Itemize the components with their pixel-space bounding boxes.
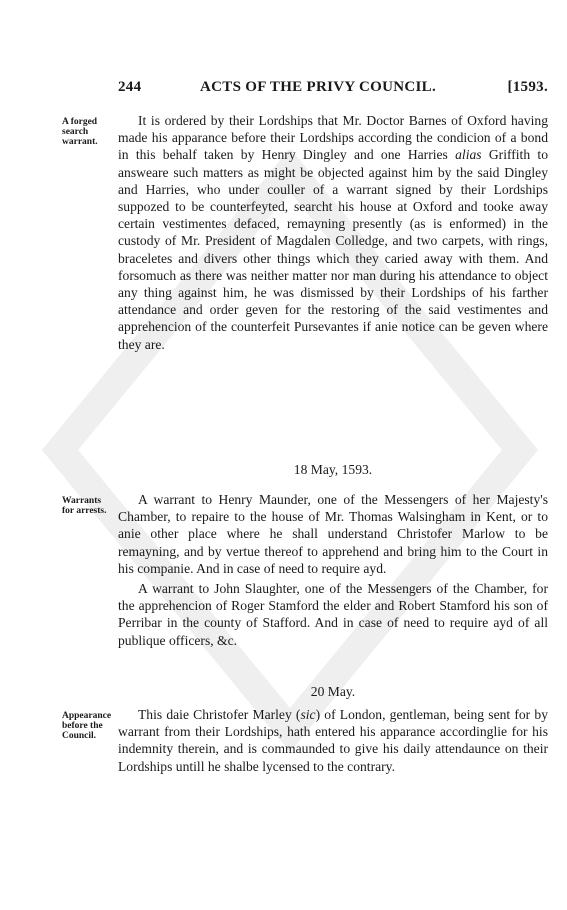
paragraph-3: A warrant to John Slaughter, one of the Messengers of the Chamber, for the apprehencion of Roger Stamford the elder and Robert Stamford his son of Perribar in the county of Stafford. And in case of need to require ayd of all publique officers, &c. [118, 581, 548, 648]
paragraph-forged-warrant [118, 112, 548, 353]
date-heading-18-may: 18 May, 1593. [293, 462, 373, 477]
margin-note-forged-search-warrant: A forged search warrant. [62, 117, 98, 147]
margin-note-appearance-before-council: Appearance before the Council. [62, 711, 112, 741]
paragraph-warrant-maunder [118, 491, 548, 577]
p1-alias: alias [455, 147, 482, 163]
margin-note-warrants-for-arrests: Warrants for arrests. [62, 496, 107, 516]
p4-text-a: This daie Christofer Marley ( [138, 707, 301, 722]
running-year: [1593. [507, 79, 548, 95]
paragraph-2: A warrant to Henry Maunder, one of the Messengers of her Majesty's Chamber, to repaire to the house of Mr. Thomas Walsingham in Kent, or to anie other place where he shall understand Christofer Marlow to be remayning, and by vertue thereof to apprehend and bring him to the Court in his companie. And in case of need to require ayd. [118, 492, 548, 576]
paragraph-marley-appearance [118, 706, 548, 775]
date-heading-20-may: 20 May. [310, 684, 356, 699]
p1-text-a: It is ordered by their Lordships that Mr. Doctor Barnes of Oxford having made his apparance before their Lordships according the condicion of a bond in this behalf taken by Henry Dingley and one Harries [118, 113, 548, 163]
page-number: 244 [118, 79, 142, 95]
p4-text-b: ) of London, gentleman, being sent for by warrant from their Lordships, hath entered his apparance accordinglie for his indemnity therein, and is commaunded to give his daily attendaunce on their Lordships untill he shalbe lycensed to the contrary. [118, 707, 548, 774]
p4-sic: sic [300, 707, 316, 722]
paragraph-1 [118, 112, 548, 353]
paragraph-warrant-slaughter [118, 580, 548, 649]
running-title: ACTS OF THE PRIVY COUNCIL. [200, 79, 437, 95]
p1-text-b: Griffith to answeare such matters as might be objected against him by the said Dingley and Harries, who under couller of a warrant signed by their Lordships suppozed to be counterfeyted, searcht his house at Oxford and tooke away certain vestimentes defaced, remayning presently (as is enformed) in the custody of Mr. President of Magdalen Colledge, and two carpets, with rings, braceletes and divers other things which they caried away with them. And forsomuch as there was neither matter nor man during his attendance to object any thing against him, he was dismissed by their Lordships of his farther attendance and order geven for the restoring of the said vestimentes and apprehencion of the counterfeit Pursevantes if anie notice can be geven where they are. [118, 147, 548, 352]
running-header [118, 79, 548, 99]
paragraph-4 [118, 706, 548, 775]
